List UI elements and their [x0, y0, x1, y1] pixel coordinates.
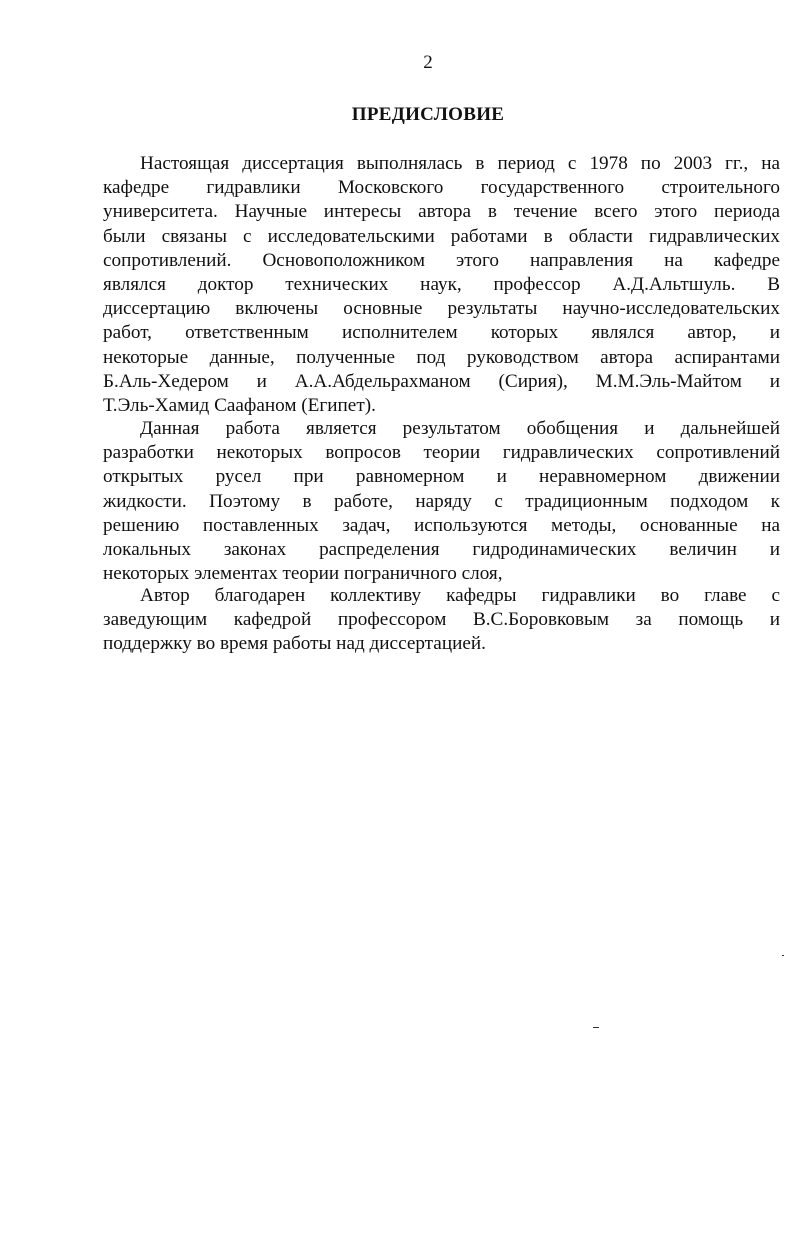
text-line: Б.Аль-Хедером и А.А.Абдельрахманом (Сирия), М.М.Эль-Майтом и [103, 370, 780, 392]
text-line: сопротивлений. Основоположником этого направления на кафедре [103, 249, 780, 271]
text-line: диссертацию включены основные результаты научно-исследовательских [103, 298, 780, 320]
text-line: поддержку во время работы над диссертацией. [103, 633, 486, 655]
scan-artifact [782, 955, 784, 956]
text-line: заведующим кафедрой профессором В.С.Боровковым за помощь и [103, 609, 780, 631]
text-line: Т.Эль-Хамид Саафаном (Египет). [103, 394, 376, 416]
text-line: являлся доктор технических наук, профессор А.Д.Альтшуль. В [103, 273, 780, 295]
text-line: были связаны с исследовательскими работами в области гидравлических [103, 225, 780, 247]
text-line: университета. Научные интересы автора в течение всего этого периода [103, 201, 780, 223]
text-line: некоторые данные, полученные под руководством автора аспирантами [103, 346, 780, 368]
text-line: Автор благодарен коллективу кафедры гидравлики во главе с [140, 585, 780, 606]
paragraph-2 [103, 417, 780, 586]
text-line: решению поставленных задач, используются методы, основанные на [103, 514, 780, 536]
page-number: 2 [423, 52, 433, 73]
paragraph-1 [103, 152, 780, 418]
text-line: Данная работа является результатом обобщения и дальнейшей [140, 418, 780, 439]
text-line: открытых русел при равномерном и неравномерном движении [103, 466, 780, 488]
text-line: разработки некоторых вопросов теории гидравлических сопротивлений [103, 442, 780, 464]
text-line: Настоящая диссертация выполнялась в период с 1978 по 2003 гг., на [140, 153, 780, 174]
page-title: ПРЕДИСЛОВИЕ [351, 104, 505, 125]
text-line: работ, ответственным исполнителем которых являлся автор, и [103, 322, 780, 344]
paragraph-3 [103, 584, 780, 657]
text-line: кафедре гидравлики Московского государственного строительного [103, 177, 780, 199]
text-line: локальных законах распределения гидродинамических величин и [103, 538, 780, 560]
text-line: некоторых элементах теории пограничного слоя, [103, 563, 503, 585]
text-line: жидкости. Поэтому в работе, наряду с традиционным подходом к [103, 490, 780, 512]
scan-artifact [593, 1027, 599, 1028]
